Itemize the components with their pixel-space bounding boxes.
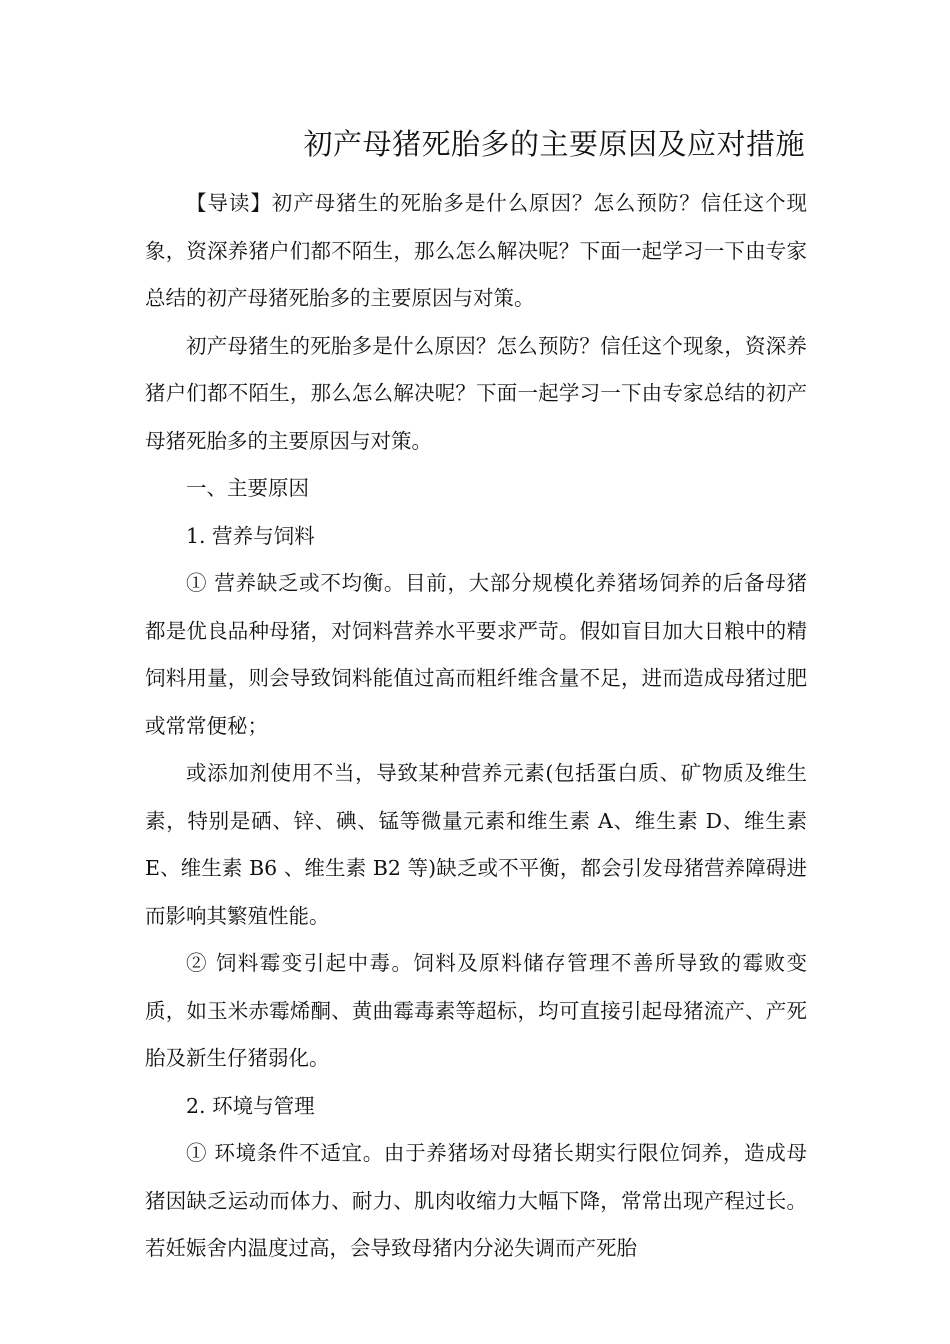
paragraph-additives: 或添加剂使用不当，导致某种营养元素(包括蛋白质、矿物质及维生素，特别是硒、锌、碘、锰等微量元素和维生素 A、维生素 D、维生素 E、维生素 B6 、维生素 B2 等)缺乏或不平衡，都会引发母猪营养障碍进而影响其繁殖性能。	[145, 761, 807, 928]
subheading-nutrition-feed: 1. 营养与饲料	[186, 523, 315, 548]
subheading-environment-management: 2. 环境与管理	[186, 1093, 315, 1118]
paragraph-nutrition-deficiency: ① 营养缺乏或不均衡。目前，大部分规模化养猪场饲养的后备母猪都是优良品种母猪，对饲料营养水平要求严苛。假如盲目加大日粮中的精饲料用量，则会导致饲料能值过高而粗纤维含量不足，进而造成母猪过肥或常常便秘；	[145, 571, 807, 738]
paragraph-summary: 初产母猪生的死胎多是什么原因？怎么预防？信任这个现象，资深养猪户们都不陌生，那么怎么解决呢？下面一起学习一下由专家总结的初产母猪死胎多的主要原因与对策。	[145, 333, 807, 453]
paragraph-intro: 【导读】初产母猪生的死胎多是什么原因？怎么预防？信任这个现象，资深养猪户们都不陌生，那么怎么解决呢？下面一起学习一下由专家总结的初产母猪死胎多的主要原因与对策。	[145, 191, 807, 310]
document-title: 初产母猪死胎多的主要原因及应对措施	[303, 127, 805, 161]
paragraph-moldy-feed: ② 饲料霉变引起中毒。饲料及原料储存管理不善所导致的霉败变质，如玉米赤霉烯酮、黄曲霉毒素等超标，均可直接引起母猪流产、产死胎及新生仔猪弱化。	[145, 951, 807, 1070]
section-heading-main-causes: 一、主要原因	[186, 476, 309, 500]
document-body	[145, 180, 807, 1273]
paragraph-environment: ① 环境条件不适宜。由于养猪场对母猪长期实行限位饲养，造成母猪因缺乏运动而体力、耐力、肌肉收缩力大幅下降，常常出现产程过长。若妊娠舍内温度过高，会导致母猪内分泌失调而产死胎	[145, 1141, 807, 1260]
